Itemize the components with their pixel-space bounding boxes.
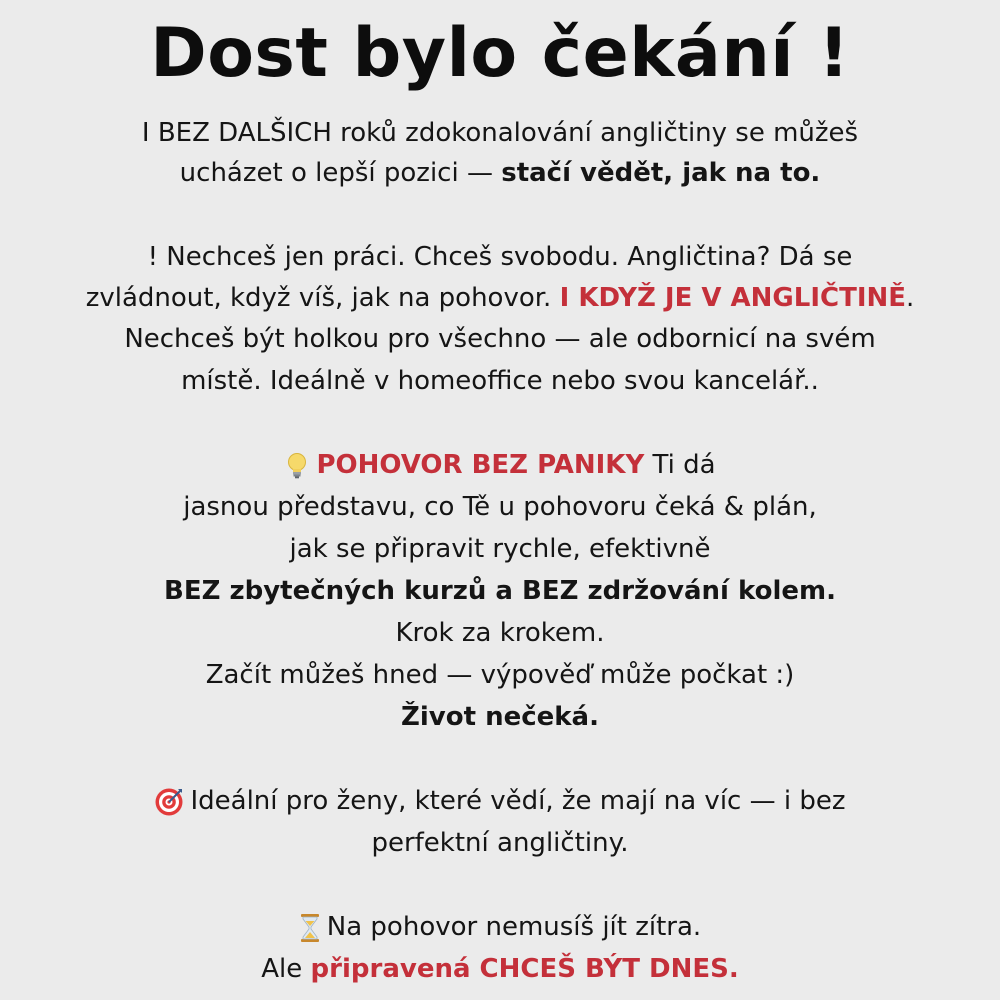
para3-line-7: Život nečeká.	[401, 702, 599, 732]
para5-line-2	[0, 948, 1000, 990]
para4-line-2: perfektní angličtiny.	[371, 828, 629, 858]
product-name: POHOVOR BEZ PANIKY	[316, 450, 645, 480]
para3-line-1	[0, 444, 1000, 486]
para4-line-1	[0, 780, 1000, 822]
para5-line-2-text: Ale	[261, 954, 311, 984]
para5-line-1-text: Na pohovor nemusíš jít zítra.	[326, 912, 702, 942]
para3-line-4: BEZ zbytečných kurzů a BEZ zdržování kolem.	[164, 576, 836, 606]
intro-line-2-text: ucházet o lepší pozici —	[179, 158, 502, 188]
para4-line-1-text: Ideální pro ženy, které vědí, že mají na víc — i bez	[190, 786, 846, 816]
hourglass-icon	[299, 913, 321, 943]
para5-line-1	[0, 906, 1000, 948]
para2-line-3: Nechceš být holkou pro všechno — ale odbornicí na svém	[124, 324, 876, 354]
target-icon	[154, 787, 184, 817]
para3-line-2: jasnou představu, co Tě u pohovoru čeká & plán,	[183, 492, 817, 522]
para2-line-2-text: zvládnout, když víš, jak na pohovor.	[85, 283, 560, 313]
para2-line-1: ! Nechceš jen práci. Chceš svobodu. Angličtina? Dá se	[147, 242, 853, 272]
para3-line-6: Začít můžeš hned — výpověď může počkat :)	[205, 660, 795, 690]
headline: Dost bylo čekání !	[150, 14, 850, 93]
para2-highlight: I KDYŽ JE V ANGLIČTINĚ	[559, 283, 907, 313]
para2-line-2	[0, 277, 1000, 319]
intro-emphasis: stačí vědět, jak na to.	[501, 158, 821, 188]
closing-highlight: připravená CHCEŠ BÝT DNES.	[310, 954, 739, 984]
para3-line-3: jak se připravit rychle, efektivně	[289, 534, 711, 564]
para2-line-2-end: .	[906, 283, 915, 313]
para3-line-1-text: Ti dá	[644, 450, 716, 480]
lightbulb-icon	[284, 452, 310, 480]
para3-line-5: Krok za krokem.	[395, 618, 605, 648]
intro-line-1: I BEZ DALŠICH roků zdokonalování angličtiny se můžeš	[141, 118, 859, 148]
para2-line-4: místě. Ideálně v homeoffice nebo svou kancelář..	[181, 366, 819, 396]
intro-line-2	[0, 152, 1000, 194]
